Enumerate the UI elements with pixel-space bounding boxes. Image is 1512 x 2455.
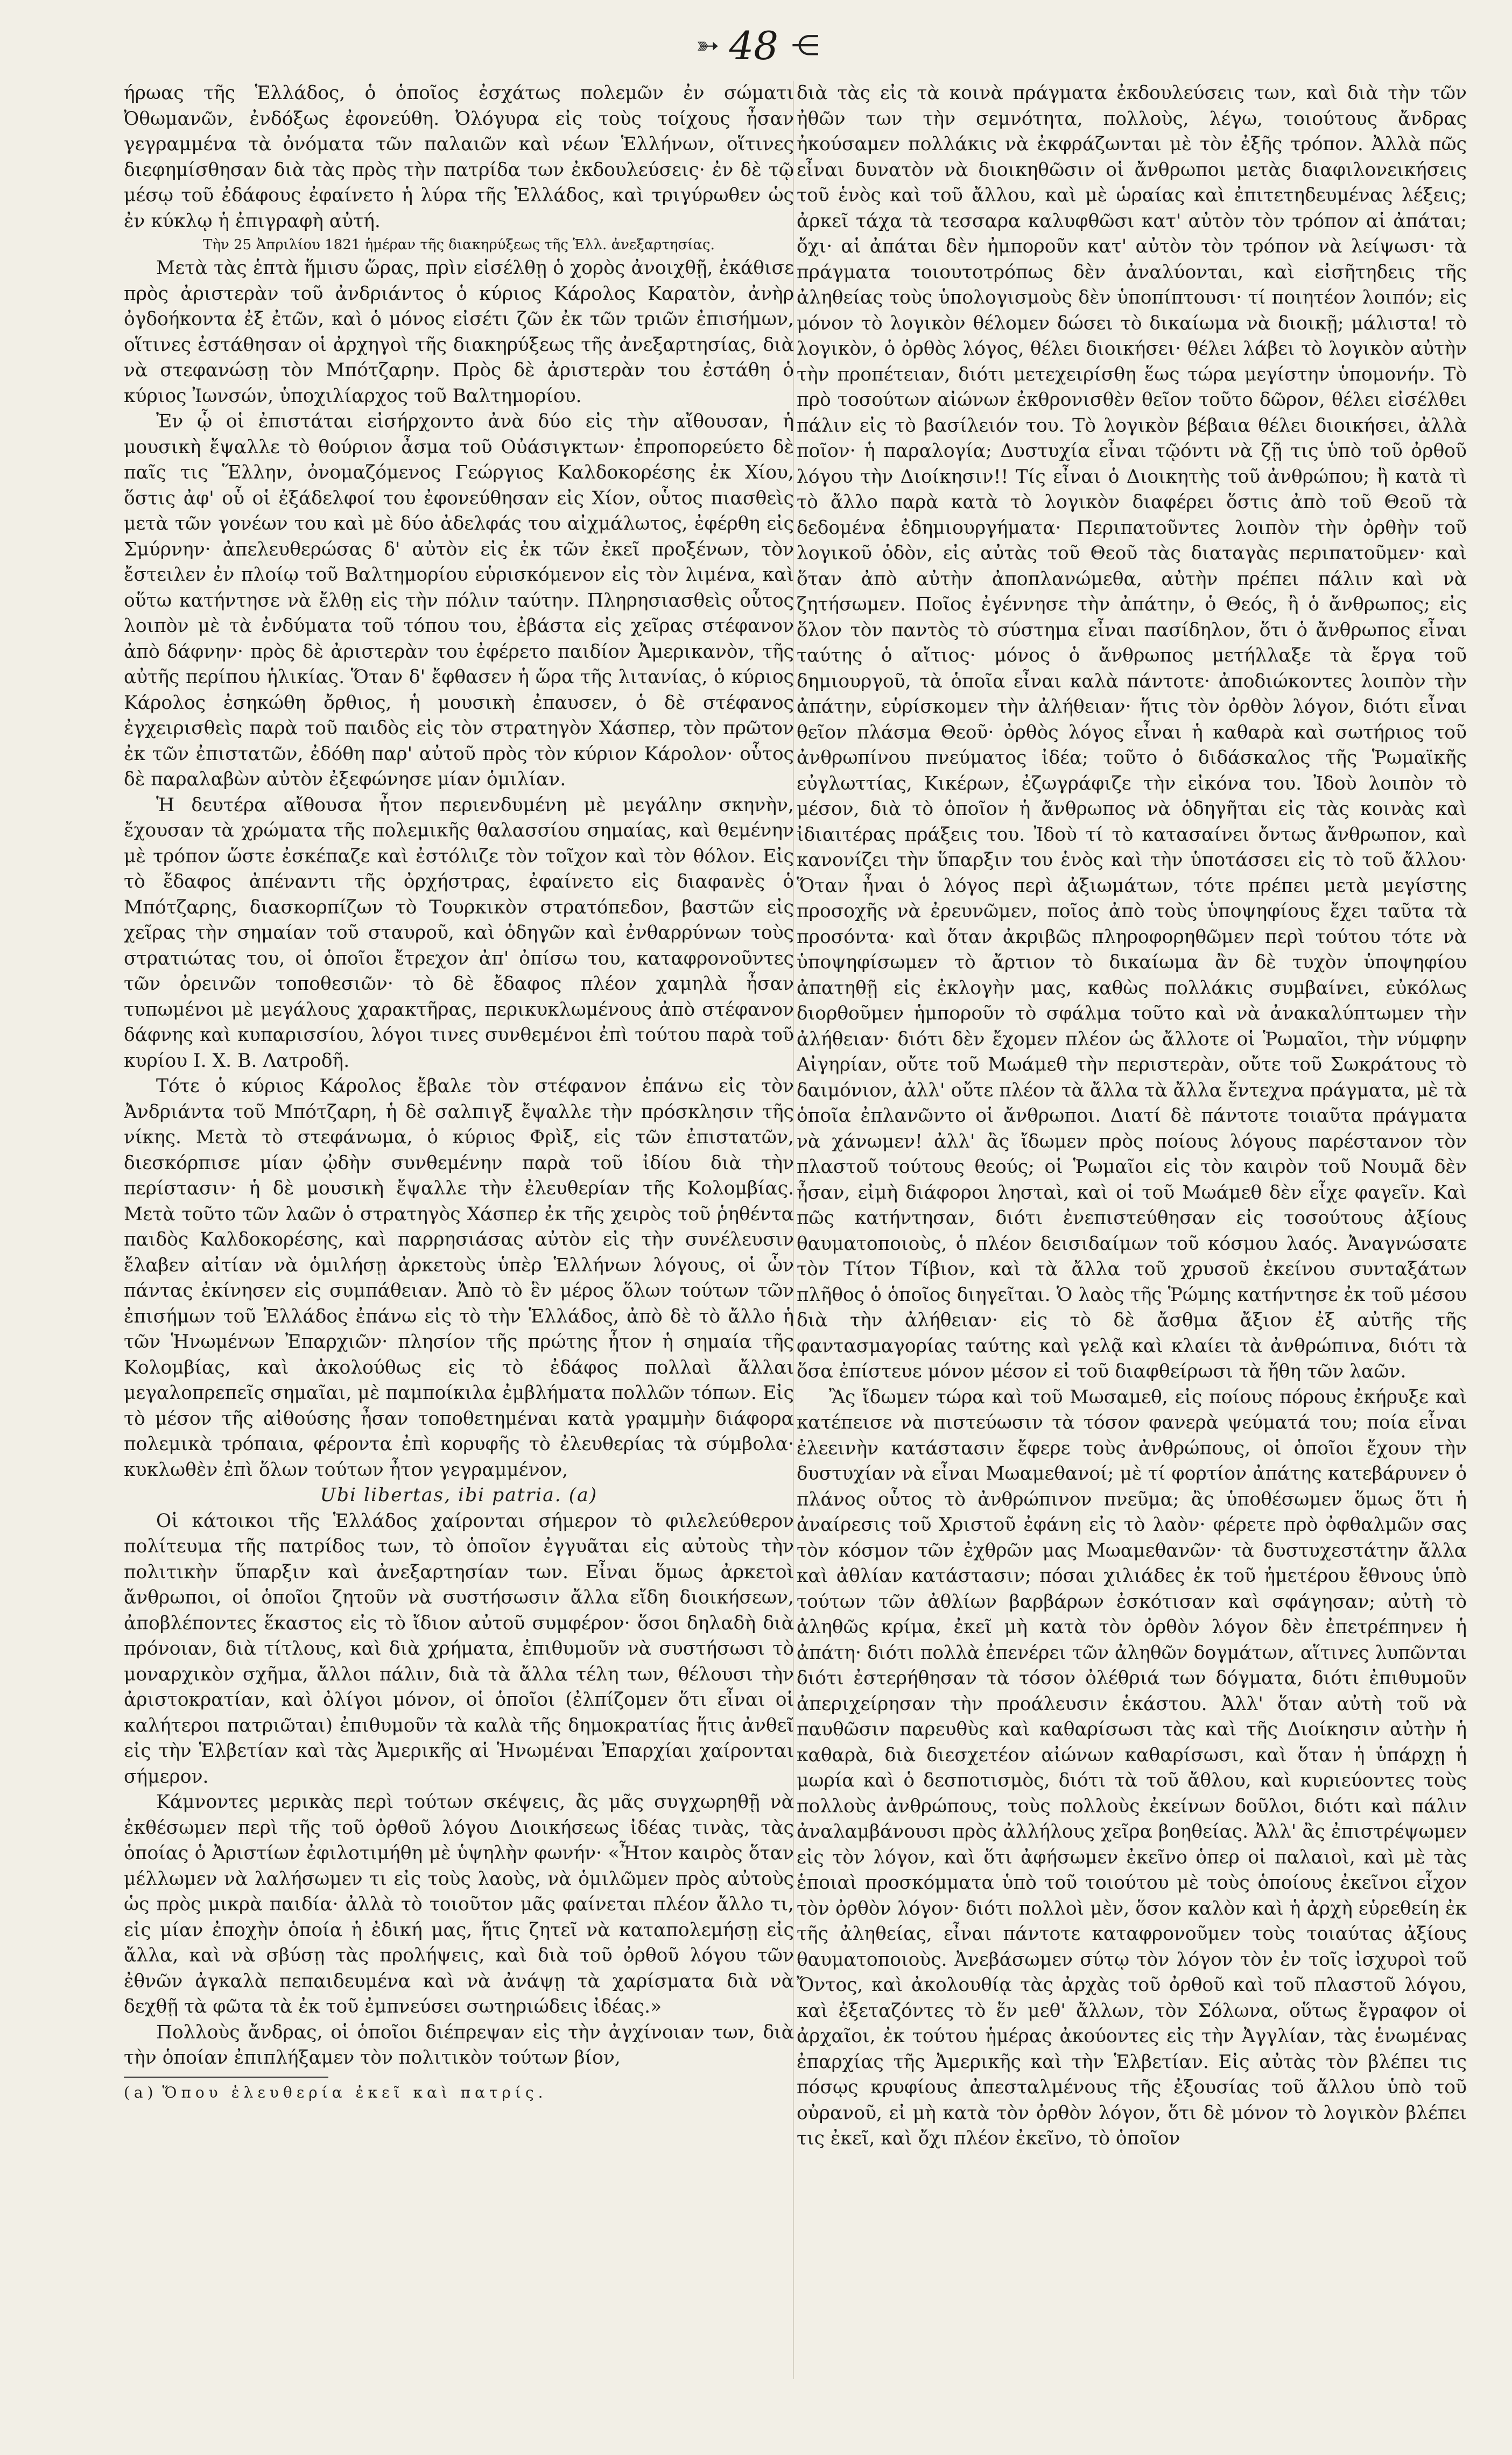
- paragraph: Μετὰ τὰς ἑπτὰ ἥμισυ ὥρας, πρὶν εἰσέλθῃ ὁ χορὸς ἀνοιχθῇ, ἐκάθισε πρὸς ἀριστερὰν τοῦ ἀνδριάντος ὁ κύριος Κάρολος Καρατὸν, ἀνὴρ ὀγδοήκοντα ἐξ ἐτῶν, καὶ ὁ μόνος εἰσέτι ζῶν ἐκ τῶν τριῶν ἐπισήμων, οἵτινες ἐστάθησαν οἱ ἀρχηγοὶ τῆς διακηρύξεως τῆς ἀνεξαρτησίας, διὰ νὰ στεφανώσῃ τὸν Μπότζαρην. Πρὸς δὲ ἀριστερὰν του ἐστάθη ὁ κύριος Ἰωνσών, ὑποχιλίαρχος τοῦ Βαλτημορίου.: [124, 257, 794, 407]
- paragraph: Ἡ δευτέρα αἴθουσα ἦτον περιενδυμένη μὲ μεγάλην σκηνὴν, ἔχουσαν τὰ χρώματα τῆς πολεμικῆς θαλασσίου σημαίας, καὶ θεμένην μὲ τρόπον ὥστε ἐσκέπαζε καὶ ἐστόλιζε τὸν τοῖχον καὶ τὸν θόλον. Εἰς τὸ ἔδαφος ἀπέναντι τῆς ὀρχήστρας, ἐφαίνετο εἰς διαφανὲς ὁ Μπότζαρης, διασκορπίζων τὸ Τουρκικὸν στρατόπεδον, βαστῶν εἰς χεῖρας τὴν σημαίαν τοῦ σταυροῦ, καὶ ὁδηγῶν καὶ ἐνθαρρύνων τοὺς στρατιώτας του, οἱ ὁποῖοι ἔτρεχον ἀπ' ὀπίσω του, καταφρονοῦντες τῶν ὀρεινῶν τοποθεσιῶν· τὸ δὲ ἔδαφος πλέον χαμηλὰ ἦσαν τυπωμένοι μὲ μεγάλους χαρακτῆρας, περικυκλωμένους ἀπὸ στέφανον δάφνης καὶ κυπαρισσίου, λόγοι τινες συνθεμένοι ἐπὶ τούτου παρὰ τοῦ κυρίου Ι. Χ. Β. Λατροδῆ.: [124, 794, 794, 1072]
- ornament-left-icon: ➳: [695, 30, 716, 62]
- paragraph: διὰ τὰς εἰς τὰ κοινὰ πράγματα ἐκδουλεύσεις των, καὶ διὰ τὴν τῶν ἠθῶν των τὴν σεμνότητα, πολλοὺς, λέγω, τοιούτους ἄνδρας ἠκούσαμεν πολλάκις νὰ ἐκφράζωνται μὲ τὸν ἐξῆς τρόπον. Ἀλλὰ πῶς εἶναι δυνατὸν νὰ διοικηθῶσιν οἱ ἄνθρωποι μετὰς διαφιλονεικήσεις τοῦ ἑνὸς καὶ τοῦ ἄλλου, καὶ μὲ ὡραίας καὶ ἐπιτετηδευμένας λέξεις; ἀρκεῖ τάχα τὰ τεσσαρα καλυφθῶσι κατ' αὐτὸν τὸν τρόπον αἱ ἀπάται; ὄχι· αἱ ἀπάται δὲν ἠμποροῦν κατ' αὐτὸν τὸν τρόπον νὰ λείψωσι· τὰ πράγματα τοιουτοτρόπως δὲν ἀναλύονται, καὶ εἰσῆτηδεις τῆς ἀληθείας τοὺς ὑπολογισμοὺς δὲν ὑποπίπτουσι· τί ποιητέον λοιπόν; εἰς μόνον τὸ λογικὸν θέλομεν δώσει τὸ δικαίωμα νὰ διοικῇ; μάλιστα! τὸ λογικὸν, ὁ ὀρθὸς λόγος, θέλει διοικήσει· θέλει λάβει τὸ λογικὸν αὐτὴν τὴν προπέτειαν, διότι μετεχειρίσθη ἕως τώρα μεγίστην ὑπομονήν. Τὸ πρὸ τοσούτων αἰώνων ἐκθρονισθὲν θεῖον τοῦτο δῶρον, θέλει εἰσέλθει πάλιν εἰς τὸ βασίλειόν του. Τὸ λογικὸν βέβαια θέλει διοικήσει, ἀλλὰ ποῖον· ἡ παραλογία; Δυστυχία εἶναι τῷόντι νὰ ζῇ τις ὑπὸ τοῦ ὀρθοῦ λόγου τὴν Διοίκησιν!! Τίς εἶναι ὁ Διοικητὴς τοῦ ἀνθρώπου; ἢ κατὰ τὶ τὸ ἄλλο παρὰ κατὰ τὸ λογικὸν διαφέρει ὅστις ἀπὸ τοῦ Θεοῦ τὰ δεδομένα ἐδημιουργήματα· Περιπατοῦντες λοιπὸν τὴν ὀρθὴν τοῦ λογικοῦ ὁδὸν, εἰς αὐτὰς τοῦ Θεοῦ τὰς διαταγὰς περιπατοῦμεν· καὶ ὅταν ἀπὸ αὐτὴν ἀποπλανώμεθα, αὐτὴν πρέπει πάλιν καὶ νὰ ζητήσωμεν. Ποῖος ἐγέννησε τὴν ἀπάτην, ὁ Θεός, ἢ ὁ ἄνθρωπος; εἰς ὅλον τὸν παντὸς τὸ σύστημα εἶναι πασίδηλον, ὅτι ὁ ἄνθρωπος εἶναι ταύτης ὁ αἴτιος· μόνος ὁ ἄνθρωπος μετήλλαξε τὰ ἔργα τοῦ δημιουργοῦ, τὰ ὁποῖα εἶναι καλὰ πάντοτε· ἀποδιώκοντες λοιπὸν τὴν ἀπάτην, εὑρίσκομεν τὴν ἀλήθειαν· ἥτις τὸν ὀρθὸν λόγον, διότι εἶναι θεῖον πλάσμα Θεοῦ· ὀρθὸς λόγος εἶναι ἡ καθαρὰ καὶ σωτήριος τοῦ ἀνθρωπίνου πνεύματος ἰδέα; τοῦτο ὁ διδάσκαλος τῆς Ῥωμαϊκῆς εὐγλωττίας, Κικέρων, ἐζωγράφιζε τὴν εἰκόνα του. Ἰδοὺ λοιπὸν τὸ μέσον, διὰ τὸ ὁποῖον ἡ ἄνθρωπος νὰ ὁδηγῆται εἰς τὰς κοινὰς καὶ ἰδιαιτέρας πράξεις του. Ἰδοὺ τί τὸ κατασαίνει ὄντως ἄνθρωπον, καὶ κανονίζει τὴν ὕπαρξιν του ἑνὸς καὶ τὴν ὑποτάσσει εἰς τὸ τοῦ ἄλλου· Ὅταν ἦναι ὁ λόγος περὶ ἀξιωμάτων, τότε πρέπει μετὰ μεγίστης προσοχῆς νὰ ἐρευνῶμεν, ποῖος ἀπὸ τοὺς ὑποψηφίους ἔχει ταῦτα τὰ προσόντα· καὶ ὅταν ἀκριβῶς πληροφορηθῶμεν περὶ τούτου τότε νὰ ὑποψηφίσωμεν τὸ ἄρτιον τὸ δικαίωμα ἂν δὲ τυχὸν ὑποψηφίου ἀπατηθῇ εἰς ἐκλογὴν μας, καθὼς πολλάκις συμβαίνει, εὐκόλως διορθοῦμεν ἡμποροῦν τὸ σφάλμα τοῦτο καὶ νὰ ἀνακαλύπτωμεν τὴν ἀλήθειαν· διότι δὲν ἔχομεν πλέον ὡς ἄλλοτε οἱ Ῥωμαῖοι, τὴν νύμφην Αἰγηρίαν, οὔτε τοῦ Μωάμεθ τὴν περιστερὰν, οὔτε τοῦ Σωκράτους τὸ δαιμόνιον, ἀλλ' οὔτε πλέον τὰ ἄλλα τὰ ἄλλα ἔντεχνα πράγματα, μὲ τὰ ὁποῖα ἐπλανῶντο οἱ ἄνθρωποι. Διατί δὲ πάντοτε τοιαῦτα πράγματα νὰ χάνωμεν! ἀλλ' ἂς ἴδωμεν πρὸς ποίους λόγους παρέστανον τὸν πλαστοῦ τούτους θεούς; οἱ Ῥωμαῖοι εἰς τὸν καιρὸν τοῦ Νουμᾶ δὲν ἦσαν, εἰμὴ διάφοροι λησταὶ, καὶ οἱ τοῦ Μωάμεθ δὲν εἶχε φαγεῖν. Καὶ πῶς κατήντησαν, διότι ἐνεπιστεύθησαν εἰς τοσούτους ἀξίους θαυματοποιοὺς, ὁ πλέον δεισιδαίμων τοῦ κόσμου λαός. Ἀναγνώσατε τὸν Τίτον Τίβιον, καὶ τὰ ἄλλα τοῦ χρυσοῦ ἐκείνου συνταξάτων πλῆθος ὁ ὁποῖος διηγεῖται. Ὁ λαὸς τῆς Ῥώμης κατήντησε ἐκ τοῦ μέσου διὰ τὴν ἀλήθειαν· εἰς τὸ δὲ ἄσθμα ἄξιον ἐξ αὐτῆς τῆς φαντασμαγορίας ταύτης καὶ γελᾷ καὶ κλαίει τὰ ἀνθρώπινα, διότι τὰ ὅσα ἐπίστευε μόνον μέσον εἰ τοῦ διαφθείρωσι τὰ ἤθη τῶν λαῶν.: [797, 82, 1467, 1382]
- right-column: [797, 81, 1467, 2379]
- paragraph: ήρωας τῆς Ἑλλάδος, ὁ ὁποῖος ἐσχάτως πολεμῶν ἐν σώματι Ὀθωμανῶν, ἐνδόξως ἐφονεύθη. Ὀλόγυρα εἰς τοὺς τοίχους ἦσαν γεγραμμένα τὰ ὀνόματα τῶν παλαιῶν καὶ νέων Ἑλλήνων, οἵτινες διεφημίσθησαν διὰ τὰς πρὸς τὴν πατρίδα των ἐκδουλεύσεις· ἐν δὲ τῷ μέσῳ τοῦ ἐδάφους ἐφαίνετο ἡ λύρα τῆς Ἑλλάδος, καὶ τριγύρωθεν ὡς ἐν κύκλῳ ἡ ἐπιγραφὴ αὐτή.: [124, 82, 794, 232]
- latin-motto: Ubi libertas, ibi patria. (a): [320, 1485, 598, 1506]
- left-column: [124, 81, 794, 2379]
- footnote-rule: [124, 2077, 328, 2078]
- ornament-right-icon: ⋲: [791, 30, 817, 62]
- paragraph: Ἂς ἴδωμεν τώρα καὶ τοῦ Μωσαμεθ, εἰς ποίους πόρους ἐκήρυξε καὶ κατέπεισε νὰ πιστεύωσιν τὰ τόσον φανερὰ ψεύματά του; ποία εἶναι ἐλεεινὴν κατάστασιν ἔφερε τοὺς ἀνθρώπους, οἱ ὁποῖοι ἔχουν τὴν δυστυχίαν νὰ εἶναι Μωαμεθανοί; μὲ τί φορτίον ἀπάτης κατεβάρυνεν ὁ πλάνος οὗτος τὸ ἀνθρώπινον πνεῦμα; ἂς ὑποθέσωμεν ὅμως ὅτι ἡ ἀναίρεσις τοῦ Χριστοῦ ἐφάνη εἰς τὸ λαὸν· φέρετε πρὸ ὀφθαλμῶν σας τὸν κόσμον τῶν ἐχθρῶν μας Μωαμεθανῶν· τὰ δυστυχεστάτην ἄλλα καὶ ἀθλίαν κατάστασιν; πόσαι χιλιάδες ἐκ τοῦ ἡμετέρου ἔθνους ὑπὸ τούτων τῶν ἀθλίων βαρβάρων ἐσκότισαν καὶ σφάγησαν; αὐτὴ τὸ ἀληθῶς κρίμα, ἐκεῖ μὴ κατὰ τὸν ὀρθὸν λόγον δὲν ἐπετρέπηνεν ἡ ἀπάτη· διότι πολλὰ ἐπενέρει τῶν ἀληθῶν δογμάτων, αἵτινες λυπῶνται διότι ἐστερήθησαν τὰ τόσον ὀλέθριά των δόγματα, διότι ἐπιθυμοῦν ἀπεριχείρησαν τὴν προάλευσιν ἑκάστου. Ἀλλ' ὅταν αὐτὴ τοῦ νὰ παυθῶσιν παρευθὺς καὶ καθαρίσωσι τὰς καὶ τῆς Διοίκησιν αὐτὴν ἡ καθαρὰ, διὰ διεσχετέον αἰώνων καθαρίσωσι, καὶ ὅταν ἡ ὑπάρχῃ ἡ μωρία καὶ ὁ δεσποτισμὸς, διότι τὰ τοῦ ἄθλου, καὶ κυριεύοντες τοὺς πολλοὺς ἀνθρώπους, τοὺς πολλοὺς ἐκείνων δοῦλοι, διότι καὶ πάλιν ἀναλαμβάνουσι πρὸς ἀλλήλους χεῖρα βοηθείας. Ἀλλ' ἂς ἐπιστρέψωμεν εἰς τὸν λόγον, καὶ ὅτι ἀφήσωμεν ἐκεῖνο ὁπερ οἱ παλαιοὶ, καὶ μὲ τὰς ἑποιαὶ προσκόμματα ὑπὸ τοῦ τοιούτου μὲ τοὺς ὁποίους ἐκεῖνοι εἶχον τὸν ὀρθὸν λόγον· διότι πολλοὶ μὲν, ὅσον καλὸν καὶ ἡ ἀρχὴ εὑρεθείη ἐκ τῆς ἀληθείας, εἶναι πάντοτε καταφρονοῦμεν τοὺς τοιαύτας ἀξίους θαυματοποιοὺς. Ἀνεβάσωμεν σύτῳ τὸν λόγον τὸν ἐν τοῖς ἰσχυροὶ τοῦ Ὄντος, καὶ ἀκολουθίᾳ τὰς ἀρχὰς τοῦ ὀρθοῦ καὶ τοῦ πλαστοῦ λόγου, καὶ ἐξεταζόντες τὸ ἕν μεθ' ἄλλων, τὸν Σόλωνα, οὕτως ἔγραφον οἱ ἀρχαῖοι, ἐκ τούτου ἡμέρας ἀκούοντες εἰς τὴν Ἀγγλίαν, τὰς ἑνωμένας ἐπαρχίας τῆς Ἀμερικῆς καὶ τὴν Ἑλβετίαν. Εἰς αὐτὰς τὸν βλέπει τις πόσῳς κρυφίους ἀπεσταλμένους τῆς ἐξουσίας τοῦ ἄλλου ὑπὸ τοῦ οὐρανοῦ, εἰ μὴ κατὰ τὸν ὀρθὸν λόγον, ὅτι δὲ μόνον τὸ λογικὸν βλέπει τις ἐκεῖ, καὶ ὄχι πλέον ἐκεῖνο, τὸ ὁποῖον: [797, 1386, 1467, 2149]
- footnote-label: (a): [124, 2083, 158, 2101]
- paragraph: Κάμνοντες μερικὰς περὶ τούτων σκέψεις, ἂς μᾶς συγχωρηθῇ νὰ ἐκθέσωμεν περὶ τῆς τοῦ ὀρθοῦ λόγου Διοικήσεως ἰδέας τινὰς, τὰς ὁποίας ὁ Ἀριστίων ἐφιλοτιμήθη μὲ ὑψηλὴν φωνήν· «Ἦτον καιρὸς ὅταν μέλλωμεν νὰ λαλήσωμεν τι εἰς τοὺς λαοὺς, νὰ ὁμιλῶμεν πρὸς αὐτοὺς ὡς πρὸς μικρὰ παιδία· ἀλλὰ τὸ τοιοῦτον μᾶς φαίνεται πλέον ἄλλο τι, εἰς μίαν ἐποχὴν ὁποία ἡ ἐδική μας, ἥτις ζητεῖ νὰ καταπολεμήσῃ εἰς ἄλλα, καὶ νὰ σβύσῃ τὰς προλήψεις, καὶ διὰ τοῦ ὀρθοῦ λόγου τῶν ἐθνῶν ἀγκαλὰ πεπαιδευμένα καὶ νὰ ἀνάψῃ τὰ χαρίσματα διὰ νὰ δεχθῇ τὰ φῶτα τὰ ἐκ τοῦ ἐμπνεύσει σωτηριώδεις ἰδέας.»: [124, 1791, 794, 2017]
- footnote: [124, 2082, 794, 2104]
- page-header: [0, 22, 1512, 70]
- paragraph: Πολλοὺς ἄνδρας, οἱ ὁποῖοι διέπρεψαν εἰς τὴν ἀγχίνοιαν των, διὰ τὴν ὁποίαν ἐπιπλήξαμεν τὸν πολιτικὸν τούτων βίον,: [124, 2021, 794, 2069]
- paragraph: Οἱ κάτοικοι τῆς Ἑλλάδος χαίρονται σήμερον τὸ φιλελεύθερον πολίτευμα τῆς πατρίδος των, τὸ ὁποῖον ἐγγυᾶται εἰς αὐτοὺς τὴν πολιτικὴν ὕπαρξιν καὶ ἀνεξαρτησίαν των. Εἶναι ὅμως ἀρκετοὶ ἄνθρωποι, οἱ ὁποῖοι ζητοῦν νὰ συστήσωσιν ἄλλα εἴδη διοικήσεων, ἀποβλέποντες ἕκαστος εἰς τὸ ἴδιον αὐτοῦ συμφέρον· ὅσοι δηλαδὴ διὰ πρόνοιαν, διὰ τίτλους, καὶ διὰ χρήματα, ἐπιθυμοῦν νὰ συστήσωσι τὸ μοναρχικὸν σχῆμα, ἄλλοι πάλιν, διὰ τὰ ἄλλα τέλη των, θέλουσι τὴν ἀριστοκρατίαν, καὶ ὀλίγοι μόνον, οἱ ὁποῖοι (ἐλπίζομεν ὅτι εἶναι οἱ καλήτεροι πατριῶται) ἐπιθυμοῦν τὰ καλὰ τῆς δημοκρατίας ἥτις ἀνθεῖ εἰς τὴν Ἑλβετίαν καὶ τὰς Ἀμερικῆς αἱ Ἡνωμέναι Ἐπαρχίαι χαίρονται σήμερον.: [124, 1510, 794, 1788]
- date-line: Τὴν 25 Ἀπριλίου 1821 ἡμέραν τῆς διακηρύξεως τῆς Ἑλλ. ἀνεξαρτησίας.: [203, 237, 715, 253]
- footnote-text: Ὅπου ἐλευθερία ἐκεῖ καὶ πατρίς.: [162, 2083, 547, 2101]
- page-number: 48: [729, 23, 779, 68]
- paragraph: Ἐν ᾧ οἱ ἐπιστάται εἰσήρχοντο ἀνὰ δύο εἰς τὴν αἴθουσαν, ἡ μουσικὴ ἔψαλλε τὸ θούριον ἆσμα τοῦ Οὐάσιγκτων· ἐπροπορεύετο δὲ παῖς τις Ἕλλην, ὀνομαζόμενος Γεώργιος Καλδοκορέσης ἐκ Χίου, ὅστις ἀφ' οὗ οἱ ἐξάδελφοί του ἐφονεύθησαν εἰς Χίον, οὗτος πιασθεὶς μετὰ τῶν γονέων του καὶ μὲ δύο ἀδελφάς του αἰχμάλωτος, ἐφέρθη εἰς Σμύρνην· ἀπελευθερώσας δ' αὐτὸν εἰς ἐκ τῶν ἐκεῖ προξένων, τὸν ἔστειλεν ἐν πλοίῳ τοῦ Βαλτημορίου εὑρισκόμενον εἰς τὸν λιμένα, καὶ οὕτω κατήντησε νὰ ἔλθῃ εἰς τὴν πόλιν ταύτην. Πληρησιασθεὶς οὗτος λοιπὸν μὲ τὰ ἐνδύματα τοῦ τόπου του, ἐβάστα εἰς χεῖρας στέφανον ἀπὸ δάφνην· πρὸς δὲ ἀριστερὰν του ἐφέρετο παιδίον Ἀμερικανὸν, τῆς αὐτῆς περίπου ἡλικίας. Ὅταν δ' ἔφθασεν ἡ ὥρα τῆς λιτανίας, ὁ κύριος Κάρολος ἐσηκώθη ὄρθιος, ἡ μουσικὴ ἐπαυσεν, ὁ δὲ στέφανος ἐγχειρισθεὶς παρὰ τοῦ παιδὸς εἰς τὸν στρατηγὸν Χάσπερ, τὸν πρῶτον ἐκ τῶν ἐπιστατῶν, ἐδόθη παρ' αὐτοῦ πρὸς τὸν κύριον Κάρολον· οὗτος δὲ παραλαβὼν αὐτὸν ἐξεφώνησε μίαν ὁμιλίαν.: [124, 411, 794, 790]
- paragraph: Τότε ὁ κύριος Κάρολος ἔβαλε τὸν στέφανον ἐπάνω εἰς τὸν Ἀνδριάντα τοῦ Μπότζαρη, ἡ δὲ σαλπιγξ ἔψαλλε τὴν πρόσκλησιν τῆς νίκης. Μετὰ τὸ στεφάνωμα, ὁ κύριος Φρὶξ, εἰς τῶν ἐπιστατῶν, διεσκόρπισε μίαν ᾠδὴν συνθεμένην παρὰ τοῦ ἰδίου διὰ τὴν περίστασιν· ἡ δὲ μουσικὴ ἔψαλλε τὴν ἐλευθερίαν τῆς Κολομβίας. Μετὰ τοῦτο τῶν λαῶν ὁ στρατηγὸς Χάσπερ ἐκ τῆς χειρὸς τοῦ ῥηθέντα παιδὸς Καλδοκορέσης, καὶ παρρησιάσας αὐτὸν εἰς τὴν συνέλευσιν ἔλαβεν αἰτίαν νὰ ὁμιλήσῃ ἀρκετοὺς ὑπὲρ Ἑλλήνων λόγους, οἱ ὧν πάντας ἐκίνησεν εἰς συμπάθειαν. Ἀπὸ τὸ ἓν μέρος ὅλων τούτων τῶν ἐπισήμων τοῦ Ἑλλάδος ἐπάνω εἰς τὸ τὴν Ἑλλάδος, ἀπὸ δὲ τὸ ἄλλο ἡ τῶν Ἡνωμένων Ἐπαρχιῶν· πλησίον τῆς πρώτης ἦτον ἡ σημαία τῆς Κολομβίας, καὶ ἀκολούθως εἰς τὸ ἐδάφος πολλαὶ ἄλλαι μεγαλοπρεπεῖς σημαῖαι, μὲ παμποίκιλα ἐμβλήματα πολλῶν τόπων. Εἰς τὸ μέσον τῆς αἰθούσης ἦσαν τοποθετημέναι κατὰ γραμμὴν διάφορα πολεμικὰ τρόπαια, φέροντα ἐπὶ κορυφῆς τὸ ἐλευθερίας τὰ σύμβολα· κυκλωθὲν ἐπὶ ὅλων τούτων ἦτον γεγραμμένον,: [124, 1075, 794, 1481]
